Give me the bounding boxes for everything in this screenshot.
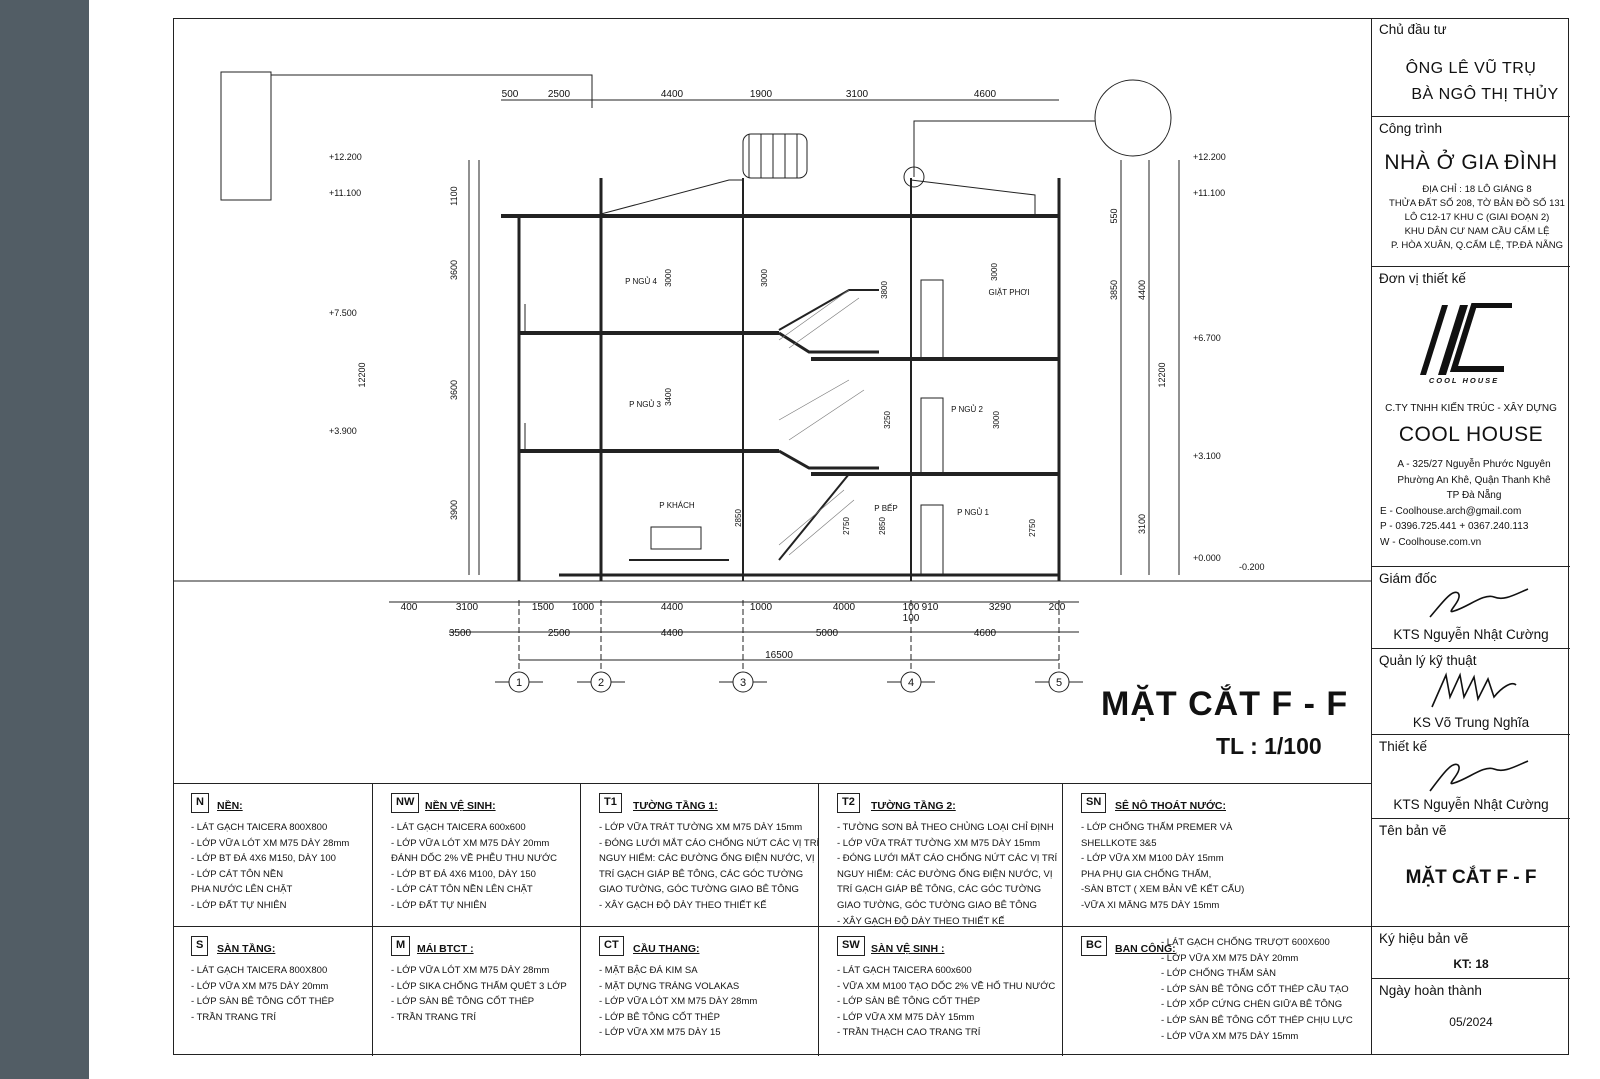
owner-line-2: BÀ NGÔ THỊ THỦY	[1411, 86, 1559, 103]
level-marker-right: +11.100	[1193, 188, 1226, 198]
note-sn	[1063, 784, 1371, 927]
vertical-dimension: 3900	[449, 499, 459, 521]
levels-left	[329, 152, 459, 520]
dimension-text: 500	[501, 89, 519, 100]
date-label: Ngày hoàn thành	[1379, 983, 1482, 998]
level-marker-left: +12.200	[329, 152, 362, 162]
address-line: LÔ C12-17 KHU C (GIAI ĐOẠN 2)	[1404, 212, 1550, 223]
detail-callout-parapet	[221, 72, 271, 200]
axis-label: 5	[1055, 677, 1063, 689]
note-lines	[391, 820, 557, 914]
design-label: Đơn vị thiết kế	[1379, 271, 1466, 286]
note-title: NỀN:	[217, 800, 243, 812]
note-line: - LỚP ĐẤT TỰ NHIÊN	[191, 899, 287, 911]
contact-line: TP Đà Nẵng	[1446, 490, 1502, 501]
note-line: - LỚP SÀN BÊ TÔNG CỐT THÉP CẦU TẠO	[1161, 983, 1349, 995]
project-section	[1372, 117, 1570, 267]
vertical-dimension: 1100	[449, 186, 459, 206]
note-s	[173, 927, 373, 1056]
dimension-text: 4400	[660, 628, 684, 639]
axis-label: 1	[515, 677, 523, 689]
note-code-badge: SW	[837, 936, 865, 956]
note-line: - TRẦN THẠCH CAO TRANG TRÍ	[837, 1027, 981, 1039]
drawing-name-section	[1372, 819, 1570, 927]
note-line: - LỚP VỮA XM M75 DÀY 15	[599, 1027, 721, 1039]
top-dimension-texts	[502, 89, 997, 100]
note-line: - ĐÓNG LƯỚI MẮT CÁO CHỐNG NỨT CÁC VỊ TRÍ	[599, 837, 820, 849]
dimension-text: 1900	[749, 89, 773, 100]
note-line: - LỚP BÊ TÔNG CỐT THÉP	[599, 1011, 720, 1023]
director-label: Giám đốc	[1379, 571, 1437, 586]
note-n	[173, 784, 373, 927]
contact-line: Phường An Khê, Quận Thanh Khê	[1397, 474, 1551, 486]
note-line: - LỚP VỮA LÓT XM M75 DÀY 28mm	[391, 965, 550, 976]
room-height-dimension: 2750	[1028, 519, 1037, 537]
note-code-badge: SN	[1081, 793, 1106, 813]
note-line: - LỚP BT ĐÁ 4X6 M100, DÀY 150	[391, 868, 536, 880]
axis-label: 3	[739, 677, 747, 689]
vertical-dimension: 3600	[449, 259, 459, 281]
room-label: GIẶT PHƠI	[988, 288, 1030, 297]
note-line: GIAO TƯỜNG, GÓC TƯỜNG GIAO BÊ TÔNG	[837, 899, 1037, 911]
note-line: - LỚP VỮA XM M100 DÀY 15mm	[1081, 853, 1224, 865]
address-line: ĐỊA CHỈ : 18 LÔ GIÁNG 8	[1422, 184, 1532, 195]
project-label: Công trình	[1379, 121, 1443, 136]
note-title: TƯỜNG TẦNG 2:	[871, 800, 956, 812]
note-line: - LỚP CÁT TÔN NỀN LÊN CHẶT	[391, 884, 533, 896]
stair-hatch	[779, 290, 864, 555]
note-lines	[599, 820, 819, 914]
note-code-badge: S	[191, 936, 208, 956]
company-contacts	[1380, 457, 1568, 550]
roof-left	[601, 180, 743, 214]
stair-flight-mid	[779, 451, 879, 468]
note-line: - LÁT GẠCH TAICERA 600x600	[837, 965, 972, 976]
note-lines	[391, 963, 567, 1025]
director-name: KTS Nguyễn Nhật Cường	[1393, 627, 1549, 642]
dimension-text: 2500	[547, 89, 571, 100]
vertical-dimension: 3850	[1109, 279, 1119, 301]
owner-section	[1372, 18, 1570, 117]
note-line: - LÁT GẠCH TAICERA 600x600	[391, 822, 526, 833]
address-line: P. HÒA XUÂN, Q.CẨM LỆ, TP.ĐÀ NẴNG	[1390, 240, 1564, 251]
note-line: - XÂY GẠCH ĐỘ DÀY THEO THIẾT KẾ	[599, 899, 767, 911]
dimension-text: 3500	[448, 628, 472, 639]
roof-right	[911, 180, 1035, 214]
vertical-dimension: 12200	[1157, 362, 1167, 388]
note-code-badge: T2	[837, 793, 860, 813]
vertical-dimension: 550	[1109, 208, 1119, 224]
level-marker-right: -0.200	[1239, 562, 1265, 572]
contact-line: P - 0396.725.441 + 0367.240.113	[1380, 521, 1529, 532]
level-marker-left: +7.500	[329, 308, 357, 318]
company-name: COOL HOUSE	[1398, 423, 1544, 446]
note-title: NỀN VỆ SINH:	[425, 800, 496, 812]
note-line: - LỚP SÀN BÊ TÔNG CỐT THÉP	[837, 996, 981, 1008]
note-line: - LỚP CÁT TÔN NỀN	[191, 868, 284, 880]
note-line: - MẶT BẬC ĐÁ KIM SA	[599, 965, 698, 976]
date-value: 05/2024	[1449, 1015, 1493, 1029]
note-line: - LÁT GẠCH TAICERA 800X800	[191, 822, 328, 833]
room-height-dimension: 3250	[883, 411, 892, 429]
note-title: BAN CÔNG:	[1115, 943, 1176, 955]
note-line: - LỚP SIKA CHỐNG THẤM QUÉT 3 LỚP	[391, 980, 567, 992]
extra-dimension: 100	[902, 613, 920, 624]
axis-label: 2	[597, 677, 605, 689]
note-code-badge: NW	[391, 793, 419, 813]
axis-label: 4	[907, 677, 915, 689]
dimension-text: 1000	[749, 602, 773, 613]
room-height-dimension: 3000	[992, 411, 1001, 429]
note-lines	[837, 820, 1057, 929]
note-line: PHA NƯỚC LÊN CHẶT	[191, 884, 293, 896]
designer-signature	[1424, 753, 1534, 797]
vertical-dimension: 3100	[1137, 513, 1147, 535]
note-title: SÊ NÔ THOÁT NƯỚC:	[1115, 800, 1226, 812]
note-m	[373, 927, 581, 1056]
level-marker-left: +3.900	[329, 426, 357, 436]
stair-flight-top	[779, 290, 879, 330]
note-line: - LỚP VỮA LÓT XM M75 DÀY 28mm	[599, 996, 758, 1008]
owner-label: Chủ đầu tư	[1379, 22, 1447, 37]
room-label: P NGỦ 1	[957, 508, 989, 517]
contact-line: E - Coolhouse.arch@gmail.com	[1380, 505, 1522, 517]
dimension-text: 200	[1048, 602, 1066, 613]
door-bed2	[921, 398, 943, 473]
note-line: - TRẦN TRANG TRÍ	[191, 1011, 276, 1023]
room-label: P KHÁCH	[659, 501, 695, 510]
note-line: - LỚP CHỐNG THẤM SÀN	[1161, 968, 1276, 980]
bottom-dimension-row1	[401, 602, 1066, 613]
note-line: NGUY HIỂM: CÁC ĐƯỜNG ỐNG ĐIỆN NƯỚC, VỊ	[837, 868, 1053, 880]
room-height-dimension: 2850	[878, 517, 887, 535]
owner-line-1: ÔNG LÊ VŨ TRỤ	[1405, 60, 1537, 77]
note-code-badge: N	[191, 793, 209, 813]
room-label: P BẾP	[874, 504, 898, 513]
dimension-text: 100	[902, 602, 920, 613]
company-line: C.TY TNHH KIẾN TRÚC - XÂY DỰNG	[1385, 403, 1557, 414]
note-code-badge: T1	[599, 793, 622, 813]
note-code-badge: CT	[599, 936, 624, 956]
note-bc	[1063, 927, 1371, 1056]
level-marker-right: +12.200	[1193, 152, 1226, 162]
title-block	[1371, 18, 1569, 1055]
door-bed1	[921, 505, 943, 575]
note-line: - ĐÓNG LƯỚI MẮT CÁO CHỐNG NỨT CÁC VỊ TRÍ	[837, 853, 1058, 865]
note-line: - LỚP VỮA LÓT XM M75 DÀY 28mm	[191, 837, 350, 849]
note-line: - LÁT GẠCH CHỐNG TRƯỢT 600X600	[1161, 937, 1330, 948]
room-height-dimension: 3000	[760, 269, 769, 287]
overall-dimension: 16500	[765, 650, 793, 661]
project-name: NHÀ Ở GIA ĐÌNH	[1384, 151, 1558, 174]
level-marker-right: +3.100	[1193, 451, 1221, 461]
note-line: - LỚP VỮA XM M75 DÀY 20mm	[1161, 952, 1299, 964]
dimension-text: 4400	[660, 602, 684, 613]
dimension-text: 1000	[571, 602, 595, 613]
note-line: - VỮA XM M100 TẠO DỐC 2% VỀ HỐ THU NƯỚC	[837, 980, 1056, 992]
note-line: - LỚP VỮA XM M75 DÀY 20mm	[191, 980, 329, 992]
room-height-dimension: 2750	[842, 517, 851, 535]
note-line: - LỚP VỮA LÓT XM M75 DÀY 20mm	[391, 837, 550, 849]
note-lines	[191, 963, 334, 1025]
dimension-text: 3100	[455, 602, 479, 613]
room-height-dimension: 3400	[664, 388, 673, 406]
note-title: TƯỜNG TẦNG 1:	[633, 800, 718, 812]
note-line: SHELLKOTE 3&5	[1081, 837, 1157, 849]
note-sw	[819, 927, 1063, 1056]
note-line: GIAO TƯỜNG, GÓC TƯỜNG GIAO BÊ TÔNG	[599, 884, 799, 896]
room-label: P NGỦ 2	[951, 405, 983, 414]
note-line: - LÁT GẠCH TAICERA 800X800	[191, 965, 328, 976]
note-line: - MẶT DỰNG TRÁNG VOLAKAS	[599, 980, 740, 992]
director-signature	[1424, 581, 1534, 625]
note-line: - LỚP VỮA XM M75 DÀY 15mm	[1161, 1030, 1299, 1042]
tech-name: KS Võ Trung Nghĩa	[1412, 715, 1530, 730]
logo-text: COOL HOUSE	[1428, 376, 1500, 385]
note-line: TRÍ GẠCH GIÁP BÊ TÔNG, CÁC GÓC TƯỜNG	[599, 868, 804, 880]
room-label: P NGỦ 4	[625, 277, 657, 286]
note-title: SÀN VỆ SINH :	[871, 943, 945, 955]
note-lines	[1161, 935, 1353, 1044]
note-line: -VỮA XI MĂNG M75 DÀY 15mm	[1081, 899, 1220, 911]
stair-flight-upper	[779, 333, 879, 352]
level-marker-right: +0.000	[1193, 553, 1221, 563]
note-line: -SÀN BTCT ( XEM BẢN VẼ KẾT CẤU)	[1081, 884, 1245, 896]
designer-company-section	[1372, 267, 1570, 567]
note-ct	[581, 927, 819, 1056]
note-line: - LỚP SÀN BÊ TÔNG CỐT THÉP	[191, 996, 335, 1008]
note-t1	[581, 784, 819, 927]
drawing-name-label: Tên bản vẽ	[1379, 823, 1447, 838]
stair-flight-lower	[779, 474, 849, 560]
room-label: P NGỦ 3	[629, 400, 661, 409]
dimension-text: 3100	[845, 89, 869, 100]
door-laundry	[921, 280, 943, 358]
dimension-text: 5000	[815, 628, 839, 639]
note-line: PHA PHỤ GIA CHỐNG THẤM,	[1081, 868, 1212, 880]
vertical-dimension: 12200	[357, 362, 367, 388]
symbol-value: KT: 18	[1453, 957, 1489, 971]
drawing-scale: TL : 1/100	[1216, 733, 1322, 759]
detail-callout-roof	[1095, 80, 1171, 156]
material-notes-table	[173, 783, 1371, 1055]
designer-section	[1372, 735, 1570, 819]
note-code-badge: BC	[1081, 936, 1107, 956]
designer-label: Thiết kế	[1379, 739, 1428, 754]
address-line: KHU DÂN CƯ NAM CẦU CẨM LỆ	[1404, 226, 1550, 237]
tech-signature	[1428, 667, 1518, 711]
director-section	[1372, 567, 1570, 649]
dimension-text: 2500	[547, 628, 571, 639]
note-lines	[837, 963, 1055, 1041]
note-line: - LỚP SÀN BÊ TÔNG CỐT THÉP	[391, 996, 535, 1008]
note-code-badge: M	[391, 936, 410, 956]
drawing-name: MẶT CẮT F - F	[1405, 867, 1537, 888]
dimension-text: 3290	[988, 602, 1012, 613]
symbol-label: Ký hiệu bản vẽ	[1379, 931, 1469, 946]
room-height-dimension: 3800	[880, 281, 889, 299]
drawing-title: MẶT CẮT F - F	[1101, 685, 1349, 723]
tech-label: Quản lý kỹ thuật	[1379, 653, 1477, 668]
note-lines	[191, 820, 349, 914]
dimension-text: 4600	[973, 628, 997, 639]
drawing-sheet	[89, 0, 1600, 1079]
tv-unit	[651, 527, 701, 549]
note-line: - LỚP VỮA TRÁT TƯỜNG XM M75 DÀY 15mm	[837, 837, 1041, 849]
designer-name: KTS Nguyễn Nhật Cường	[1393, 797, 1549, 812]
date-section	[1372, 979, 1570, 1053]
note-line: - LỚP CHỐNG THẤM PREMER VÀ	[1081, 822, 1233, 833]
dimension-text: 4400	[660, 89, 684, 100]
note-t2	[819, 784, 1063, 927]
room-height-dimension: 3000	[990, 263, 999, 281]
note-line: ĐÁNH DỐC 2% VỀ PHỄU THU NƯỚC	[391, 853, 557, 865]
note-line: - LỚP VỮA TRÁT TƯỜNG XM M75 DÀY 15mm	[599, 822, 803, 833]
note-line: - TRẦN TRANG TRÍ	[391, 1011, 476, 1023]
note-nw	[373, 784, 581, 927]
room-height-dimension: 3000	[664, 269, 673, 287]
dimension-text: 4600	[973, 89, 997, 100]
note-line: - LỚP ĐẤT TỰ NHIÊN	[391, 899, 487, 911]
levels-right	[1109, 152, 1265, 572]
note-line: TRÍ GẠCH GIÁP BÊ TÔNG, CÁC GÓC TƯỜNG	[837, 884, 1042, 896]
note-lines	[1081, 820, 1244, 914]
note-line: - LỚP SÀN BÊ TÔNG CỐT THÉP CHỊU LỰC	[1161, 1014, 1353, 1026]
dimension-text: 910	[921, 602, 939, 613]
grid-axes	[495, 672, 1083, 692]
project-address	[1378, 183, 1576, 253]
note-title: MÁI BTCT :	[417, 943, 474, 955]
dimension-text: 1500	[531, 602, 555, 613]
address-line: THỬA ĐẤT SỐ 208, TỜ BẢN ĐỒ SỐ 131	[1389, 198, 1565, 209]
room-height-dimension: 2850	[734, 509, 743, 527]
note-line: - XÂY GẠCH ĐỘ DÀY THEO THIẾT KẾ	[837, 915, 1005, 927]
bottom-dimension-row2	[449, 628, 997, 639]
contact-line: A - 325/27 Nguyễn Phước Nguyên	[1397, 459, 1551, 470]
note-title: SÀN TẦNG:	[217, 943, 276, 955]
level-marker-left: +11.100	[329, 188, 362, 198]
cool-house-logo	[1412, 303, 1516, 385]
note-line: NGUY HIỂM: CÁC ĐƯỜNG ỐNG ĐIỆN NƯỚC, VỊ	[599, 853, 815, 865]
vertical-dimension: 4400	[1137, 279, 1147, 301]
vertical-dimension: 3600	[449, 379, 459, 401]
note-line: - LỚP XỐP CỨNG CHÈN GIỮA BÊ TÔNG	[1161, 999, 1343, 1011]
note-lines	[599, 963, 757, 1041]
symbol-section	[1372, 927, 1570, 979]
note-line: - TƯỜNG SƠN BẢ THEO CHỦNG LOẠI CHỈ ĐỊNH	[837, 822, 1054, 833]
dimension-text: 4000	[832, 602, 856, 613]
level-marker-right: +6.700	[1193, 333, 1221, 343]
tech-manager-section	[1372, 649, 1570, 735]
note-line: - LỚP BT ĐÁ 4X6 M150, DÀY 100	[191, 853, 336, 865]
contact-line: W - Coolhouse.com.vn	[1380, 536, 1482, 548]
note-line: - LỚP VỮA XM M75 DÀY 15mm	[837, 1011, 975, 1023]
dimension-text: 400	[400, 602, 418, 613]
note-title: CẦU THANG:	[633, 943, 700, 955]
